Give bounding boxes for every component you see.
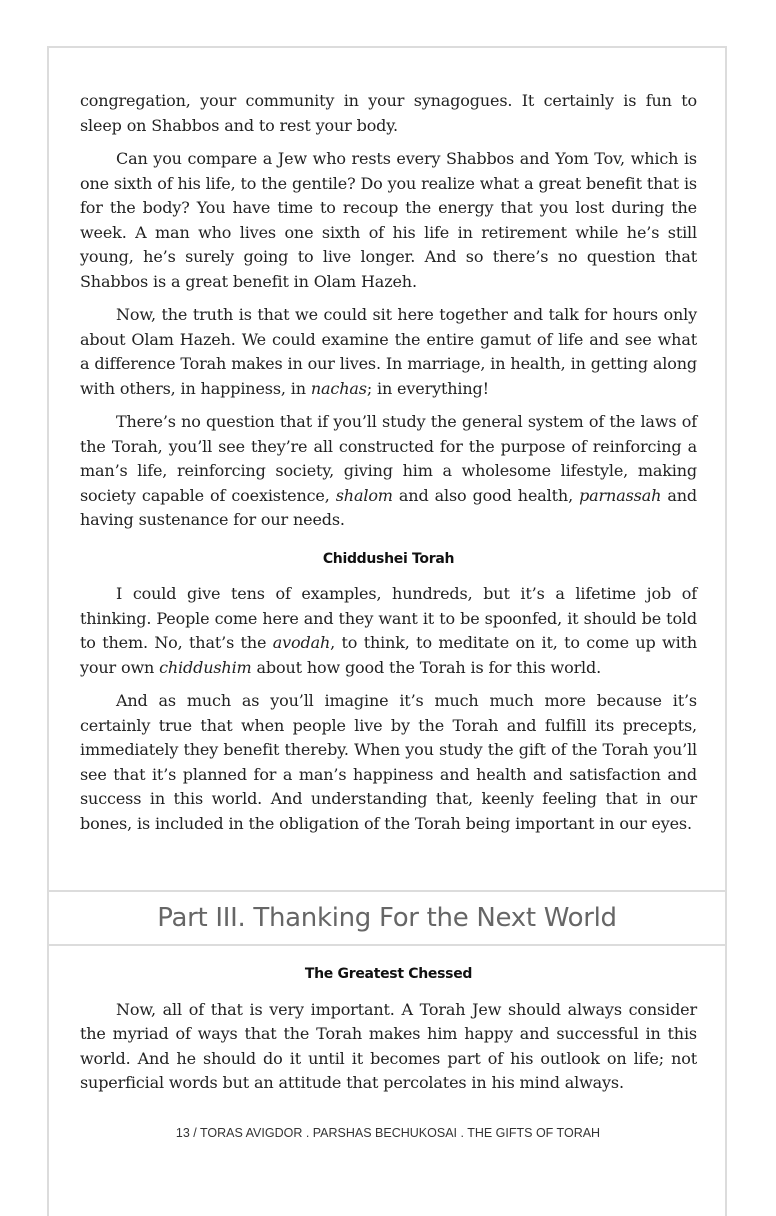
- paragraph: And as much as you’ll imagine it’s much much more because it’s certainly true that when people live by the Torah and fulfill its precepts, immediately they benefit thereby. When you study the gift of the Torah you’ll see that it’s planned for a man’s happiness and health and satisfaction and success in this world. And understanding that, keenly feeling that in our bones, is included in the obligation of the Torah being important in our eyes.: [80, 691, 697, 833]
- italic-term: avodah: [272, 633, 331, 652]
- italic-term: nachas: [310, 378, 367, 398]
- text: ; in everything!: [366, 378, 489, 398]
- text: There’s no question that if you’ll study the general system of the laws of the Torah, you’ll see they’re all constructed for the purpose of reinforcing a man’s life, reinforcing society, giving him a wholesome lifestyle, making society capable of coexistence,: [80, 412, 697, 505]
- paragraph: [80, 582, 697, 680]
- paragraph: congregation, your community in your synagogues. It certainly is fun to sleep on Shabbos and to rest your body.: [80, 91, 697, 135]
- text: , to think, to meditate on it, to come up with your own: [80, 633, 697, 677]
- text: and also good health,: [392, 485, 580, 505]
- section-2-body: [80, 962, 697, 1105]
- italic-term: parnassah: [579, 485, 662, 505]
- part-heading-band: [47, 890, 727, 946]
- text: about how good the Torah is for this world.: [251, 657, 602, 677]
- subheading: Chiddushei Torah: [322, 550, 455, 567]
- part-title: Part III. Thanking For the Next World: [157, 903, 617, 933]
- subheading: The Greatest Chessed: [304, 966, 473, 982]
- text: and having sustenance for our needs.: [80, 485, 697, 529]
- italic-term: shalom: [335, 485, 393, 505]
- text: I could give tens of examples, hundreds, but it’s a lifetime job of thinking. People come here and they want it to be spoonfed, it should be told to them. No, that’s the: [80, 584, 697, 652]
- text: Now, the truth is that we could sit here together and talk for hours only about Olam Hazeh. We could examine the entire gamut of life and see what a difference Torah makes in our lives. In marriage, in health, in getting along with others, in happiness, in: [80, 305, 697, 398]
- page-footer: 13 / TORAS AVIGDOR . PARSHAS BECHUKOSAI . THE GIFTS OF TORAH: [175, 1126, 601, 1140]
- paragraph: Can you compare a Jew who rests every Shabbos and Yom Tov, which is one sixth of his life, to the gentile? Do you realize what a great benefit that is for the body? You have time to recoup the energy that you lost during the week. A man who lives one sixth of his life in retirement while he’s still young, he’s surely going to live longer. And so there’s no question that Shabbos is a great benefit in Olam Hazeh.: [80, 149, 697, 291]
- paragraph: [80, 410, 697, 533]
- section-1-body: [80, 89, 697, 845]
- paragraph: [80, 303, 697, 401]
- paragraph: Now, all of that is very important. A Torah Jew should always consider the myriad of ways that the Torah makes him happy and successful in this world. And he should do it until it becomes part of his outlook on life; not superficial words but an attitude that percolates in his mind always.: [80, 999, 697, 1092]
- italic-term: chiddushim: [159, 657, 252, 677]
